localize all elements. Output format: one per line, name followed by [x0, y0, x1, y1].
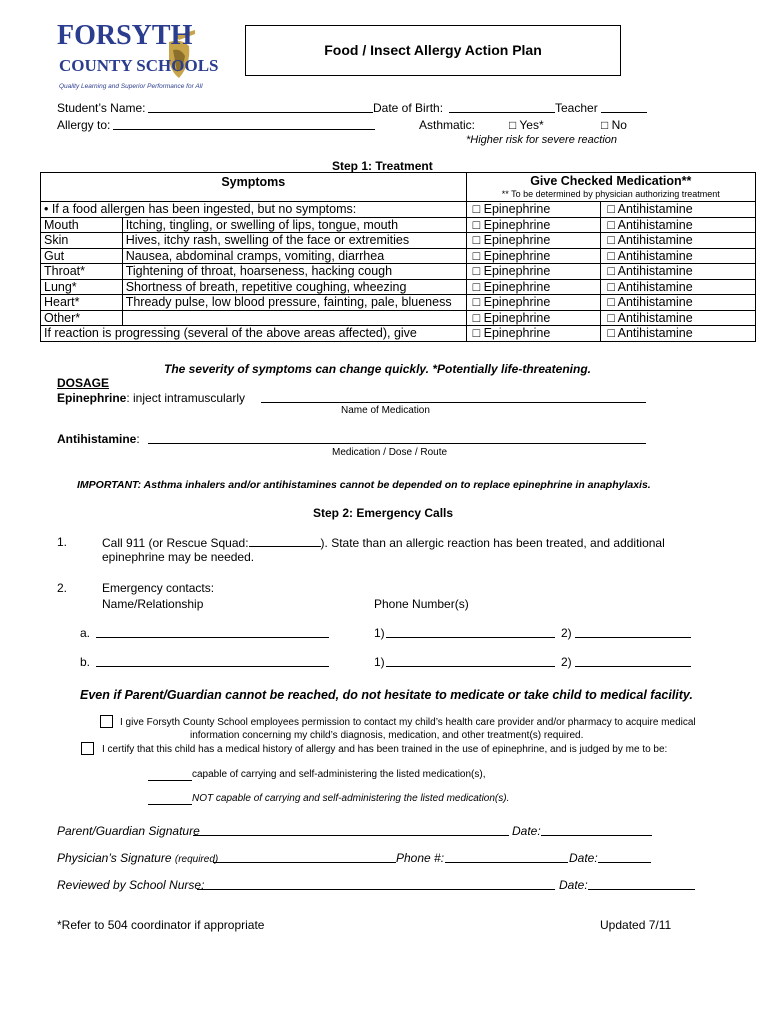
antihistamine-checkbox[interactable]: □ Antihistamine: [601, 279, 756, 295]
symptom-area: Heart*: [41, 295, 123, 311]
physician-signature-line[interactable]: [213, 851, 396, 863]
medication-header: Give Checked Medication**: [530, 174, 692, 188]
parent-note: Even if Parent/Guardian cannot be reached, do not hesitate to medicate or take child to medical facility.: [80, 688, 693, 702]
medication-subheader: ** To be determined by physician authorizing treatment: [501, 189, 720, 199]
contact-b-name-line[interactable]: [96, 655, 329, 667]
consent-1-line-a: I give Forsyth County School employees permission to contact my child’s health care provider and/or pharmacy to acquire medical: [120, 717, 696, 728]
table-row: [41, 202, 756, 218]
antihistamine-checkbox[interactable]: □ Antihistamine: [601, 248, 756, 264]
antihistamine-checkbox[interactable]: □ Antihistamine: [601, 326, 756, 342]
parent-signature-line[interactable]: [193, 824, 509, 836]
capable-text: capable of carrying and self-administering the listed medication(s),: [192, 769, 486, 780]
symptom-area: Gut: [41, 248, 123, 264]
epinephrine-checkbox[interactable]: □ Epinephrine: [466, 202, 601, 218]
antihistamine-line[interactable]: [148, 432, 646, 444]
physician-phone-label: Phone #:: [396, 851, 445, 865]
symptom-description: Tightening of throat, hoarseness, hacking cough: [122, 264, 466, 280]
contact-a-phone2-label: 2): [561, 626, 572, 640]
antihistamine-colon: :: [136, 432, 140, 446]
table-row: [41, 264, 756, 280]
nurse-line[interactable]: [197, 878, 555, 890]
contact-a-phone2-line[interactable]: [575, 626, 691, 638]
physician-date-line[interactable]: [598, 851, 651, 863]
call-text-b: ). State than an allergic reaction has been treated, and additional: [320, 536, 665, 550]
physician-phone-line[interactable]: [445, 851, 568, 863]
logo-line2: COUNTY SCHOOLS: [59, 56, 219, 75]
dob-line[interactable]: [449, 101, 555, 113]
symptom-area: Mouth: [41, 217, 123, 233]
name-of-medication-caption: Name of Medication: [341, 405, 430, 416]
school-logo: [57, 20, 219, 100]
physician-sig-text: Physician’s Signature: [57, 851, 172, 865]
table-row: [41, 248, 756, 264]
capable-line[interactable]: [148, 769, 192, 781]
step2-title: Step 2: Emergency Calls: [313, 506, 454, 520]
epinephrine-checkbox[interactable]: □ Epinephrine: [466, 217, 601, 233]
dosage-heading: DOSAGE: [57, 376, 110, 390]
antihistamine-checkbox[interactable]: □ Antihistamine: [601, 310, 756, 326]
symptom-area: Lung*: [41, 279, 123, 295]
student-name-label: Student’s Name:: [57, 101, 146, 115]
rescue-squad-line[interactable]: [249, 535, 321, 547]
med-dose-route-caption: Medication / Dose / Route: [332, 447, 448, 458]
symptom-area: Throat*: [41, 264, 123, 280]
symptom-description: Itching, tingling, or swelling of lips, tongue, mouth: [122, 217, 466, 233]
asthmatic-no-option[interactable]: □ No: [601, 118, 627, 132]
consent-1-checkbox[interactable]: [100, 715, 113, 728]
footer-504-note: *Refer to 504 coordinator if appropriate: [57, 918, 265, 932]
epinephrine-checkbox[interactable]: □ Epinephrine: [466, 233, 601, 249]
antihistamine-checkbox[interactable]: □ Antihistamine: [601, 264, 756, 280]
contact-b-phone2-label: 2): [561, 655, 572, 669]
epinephrine-line[interactable]: [261, 391, 646, 403]
table-row: [41, 310, 756, 326]
allergy-to-label: Allergy to:: [57, 118, 111, 132]
epinephrine-checkbox[interactable]: □ Epinephrine: [466, 279, 601, 295]
contact-a-phone1-line[interactable]: [386, 626, 555, 638]
table-row: [41, 217, 756, 233]
parent-signature-label: Parent/Guardian Signature: [57, 824, 200, 838]
contacts-number: 2.: [57, 581, 68, 595]
call-text-a: Call 911 (or Rescue Squad:: [102, 536, 249, 550]
nurse-date-line[interactable]: [588, 878, 695, 890]
antihistamine-checkbox[interactable]: □ Antihistamine: [601, 295, 756, 311]
allergy-to-line[interactable]: [113, 118, 375, 130]
table-row: [41, 326, 756, 342]
contact-a-label: a.: [80, 626, 91, 640]
symptom-description: Shortness of breath, repetitive coughing, wheezing: [122, 279, 466, 295]
contact-a-name-line[interactable]: [96, 626, 329, 638]
parent-date-label: Date:: [512, 824, 541, 838]
not-capable-text: NOT capable of carrying and self-administering the listed medication(s).: [192, 793, 510, 804]
symptom-area: If reaction is progressing (several of the above areas affected), give: [41, 326, 467, 342]
parent-date-line[interactable]: [541, 824, 652, 836]
epinephrine-checkbox[interactable]: □ Epinephrine: [466, 310, 601, 326]
physician-signature-label: [57, 851, 218, 865]
nurse-date-label: Date:: [559, 878, 588, 892]
epinephrine-text: : inject intramuscularly: [126, 391, 246, 405]
name-relationship-label: Name/Relationship: [102, 597, 204, 611]
call-number: 1.: [57, 535, 68, 549]
symptom-description: Thready pulse, low blood pressure, fainting, pale, blueness: [122, 295, 466, 311]
symptom-description: [122, 310, 466, 326]
table-row: [41, 279, 756, 295]
severity-note: The severity of symptoms can change quickly. *Potentially life-threatening.: [164, 362, 592, 376]
treatment-table: [40, 172, 756, 342]
epinephrine-checkbox[interactable]: □ Epinephrine: [466, 295, 601, 311]
epinephrine-label: Epinephrine: [57, 391, 127, 405]
physician-required: (required): [174, 854, 219, 865]
consent-2-checkbox[interactable]: [81, 742, 94, 755]
asthmatic-label: Asthmatic:: [419, 118, 476, 132]
contact-b-phone2-line[interactable]: [575, 655, 691, 667]
antihistamine-row: [57, 432, 140, 446]
table-row: [41, 295, 756, 311]
logo-line1: FORSYTH: [57, 20, 193, 51]
footer-updated: Updated 7/11: [600, 918, 672, 932]
table-header-row: [41, 173, 756, 202]
teacher-line[interactable]: [601, 101, 647, 113]
antihistamine-checkbox[interactable]: □ Antihistamine: [601, 233, 756, 249]
table-row: [41, 233, 756, 249]
symptom-area: • If a food allergen has been ingested, but no symptoms:: [41, 202, 467, 218]
epinephrine-checkbox[interactable]: □ Epinephrine: [466, 326, 601, 342]
call-instruction: [102, 535, 665, 550]
phone-numbers-label: Phone Number(s): [374, 597, 469, 611]
student-name-line[interactable]: [148, 101, 373, 113]
symptom-description: Hives, itchy rash, swelling of the face or extremities: [122, 233, 466, 249]
teacher-label: Teacher: [555, 101, 598, 115]
step1-title: Step 1: Treatment: [332, 159, 433, 173]
asthmatic-yes-option[interactable]: □ Yes*: [509, 118, 544, 132]
symptoms-header: Symptoms: [41, 173, 467, 202]
contact-a-phone1-label: 1): [374, 626, 385, 640]
antihistamine-checkbox[interactable]: □ Antihistamine: [601, 217, 756, 233]
contact-b-label: b.: [80, 655, 91, 669]
form-title: Food / Insect Allergy Action Plan: [245, 25, 621, 76]
symptom-description: Nausea, abdominal cramps, vomiting, diarrhea: [122, 248, 466, 264]
medication-header-cell: [466, 173, 755, 202]
contacts-label: Emergency contacts:: [102, 581, 215, 595]
symptom-area: Skin: [41, 233, 123, 249]
antihistamine-label: Antihistamine: [57, 432, 137, 446]
nurse-label: Reviewed by School Nurse:: [57, 878, 205, 892]
antihistamine-checkbox[interactable]: □ Antihistamine: [601, 202, 756, 218]
call-text-c: epinephrine may be needed.: [102, 550, 255, 564]
consent-2-text: I certify that this child has a medical history of allergy and has been trained in the use of epinephrine, and is judged by me to be:: [102, 744, 668, 755]
not-capable-line[interactable]: [148, 793, 192, 805]
dob-label: Date of Birth:: [373, 101, 444, 115]
contact-b-phone1-label: 1): [374, 655, 385, 669]
contact-b-phone1-line[interactable]: [386, 655, 555, 667]
physician-date-label: Date:: [569, 851, 598, 865]
epinephrine-checkbox[interactable]: □ Epinephrine: [466, 248, 601, 264]
consent-1-line-b: information concerning my child’s diagnosis, medication, and other treatment(s) required.: [190, 730, 584, 741]
epinephrine-row: [57, 391, 245, 405]
symptom-area: Other*: [41, 310, 123, 326]
epinephrine-checkbox[interactable]: □ Epinephrine: [466, 264, 601, 280]
logo-tagline: Quality Learning and Superior Performance for All: [59, 83, 203, 90]
asthma-note: *Higher risk for severe reaction: [466, 134, 618, 146]
important-note: IMPORTANT: Asthma inhalers and/or antihistamines cannot be depended on to replace epinephrine in anaphylaxis.: [77, 479, 651, 491]
